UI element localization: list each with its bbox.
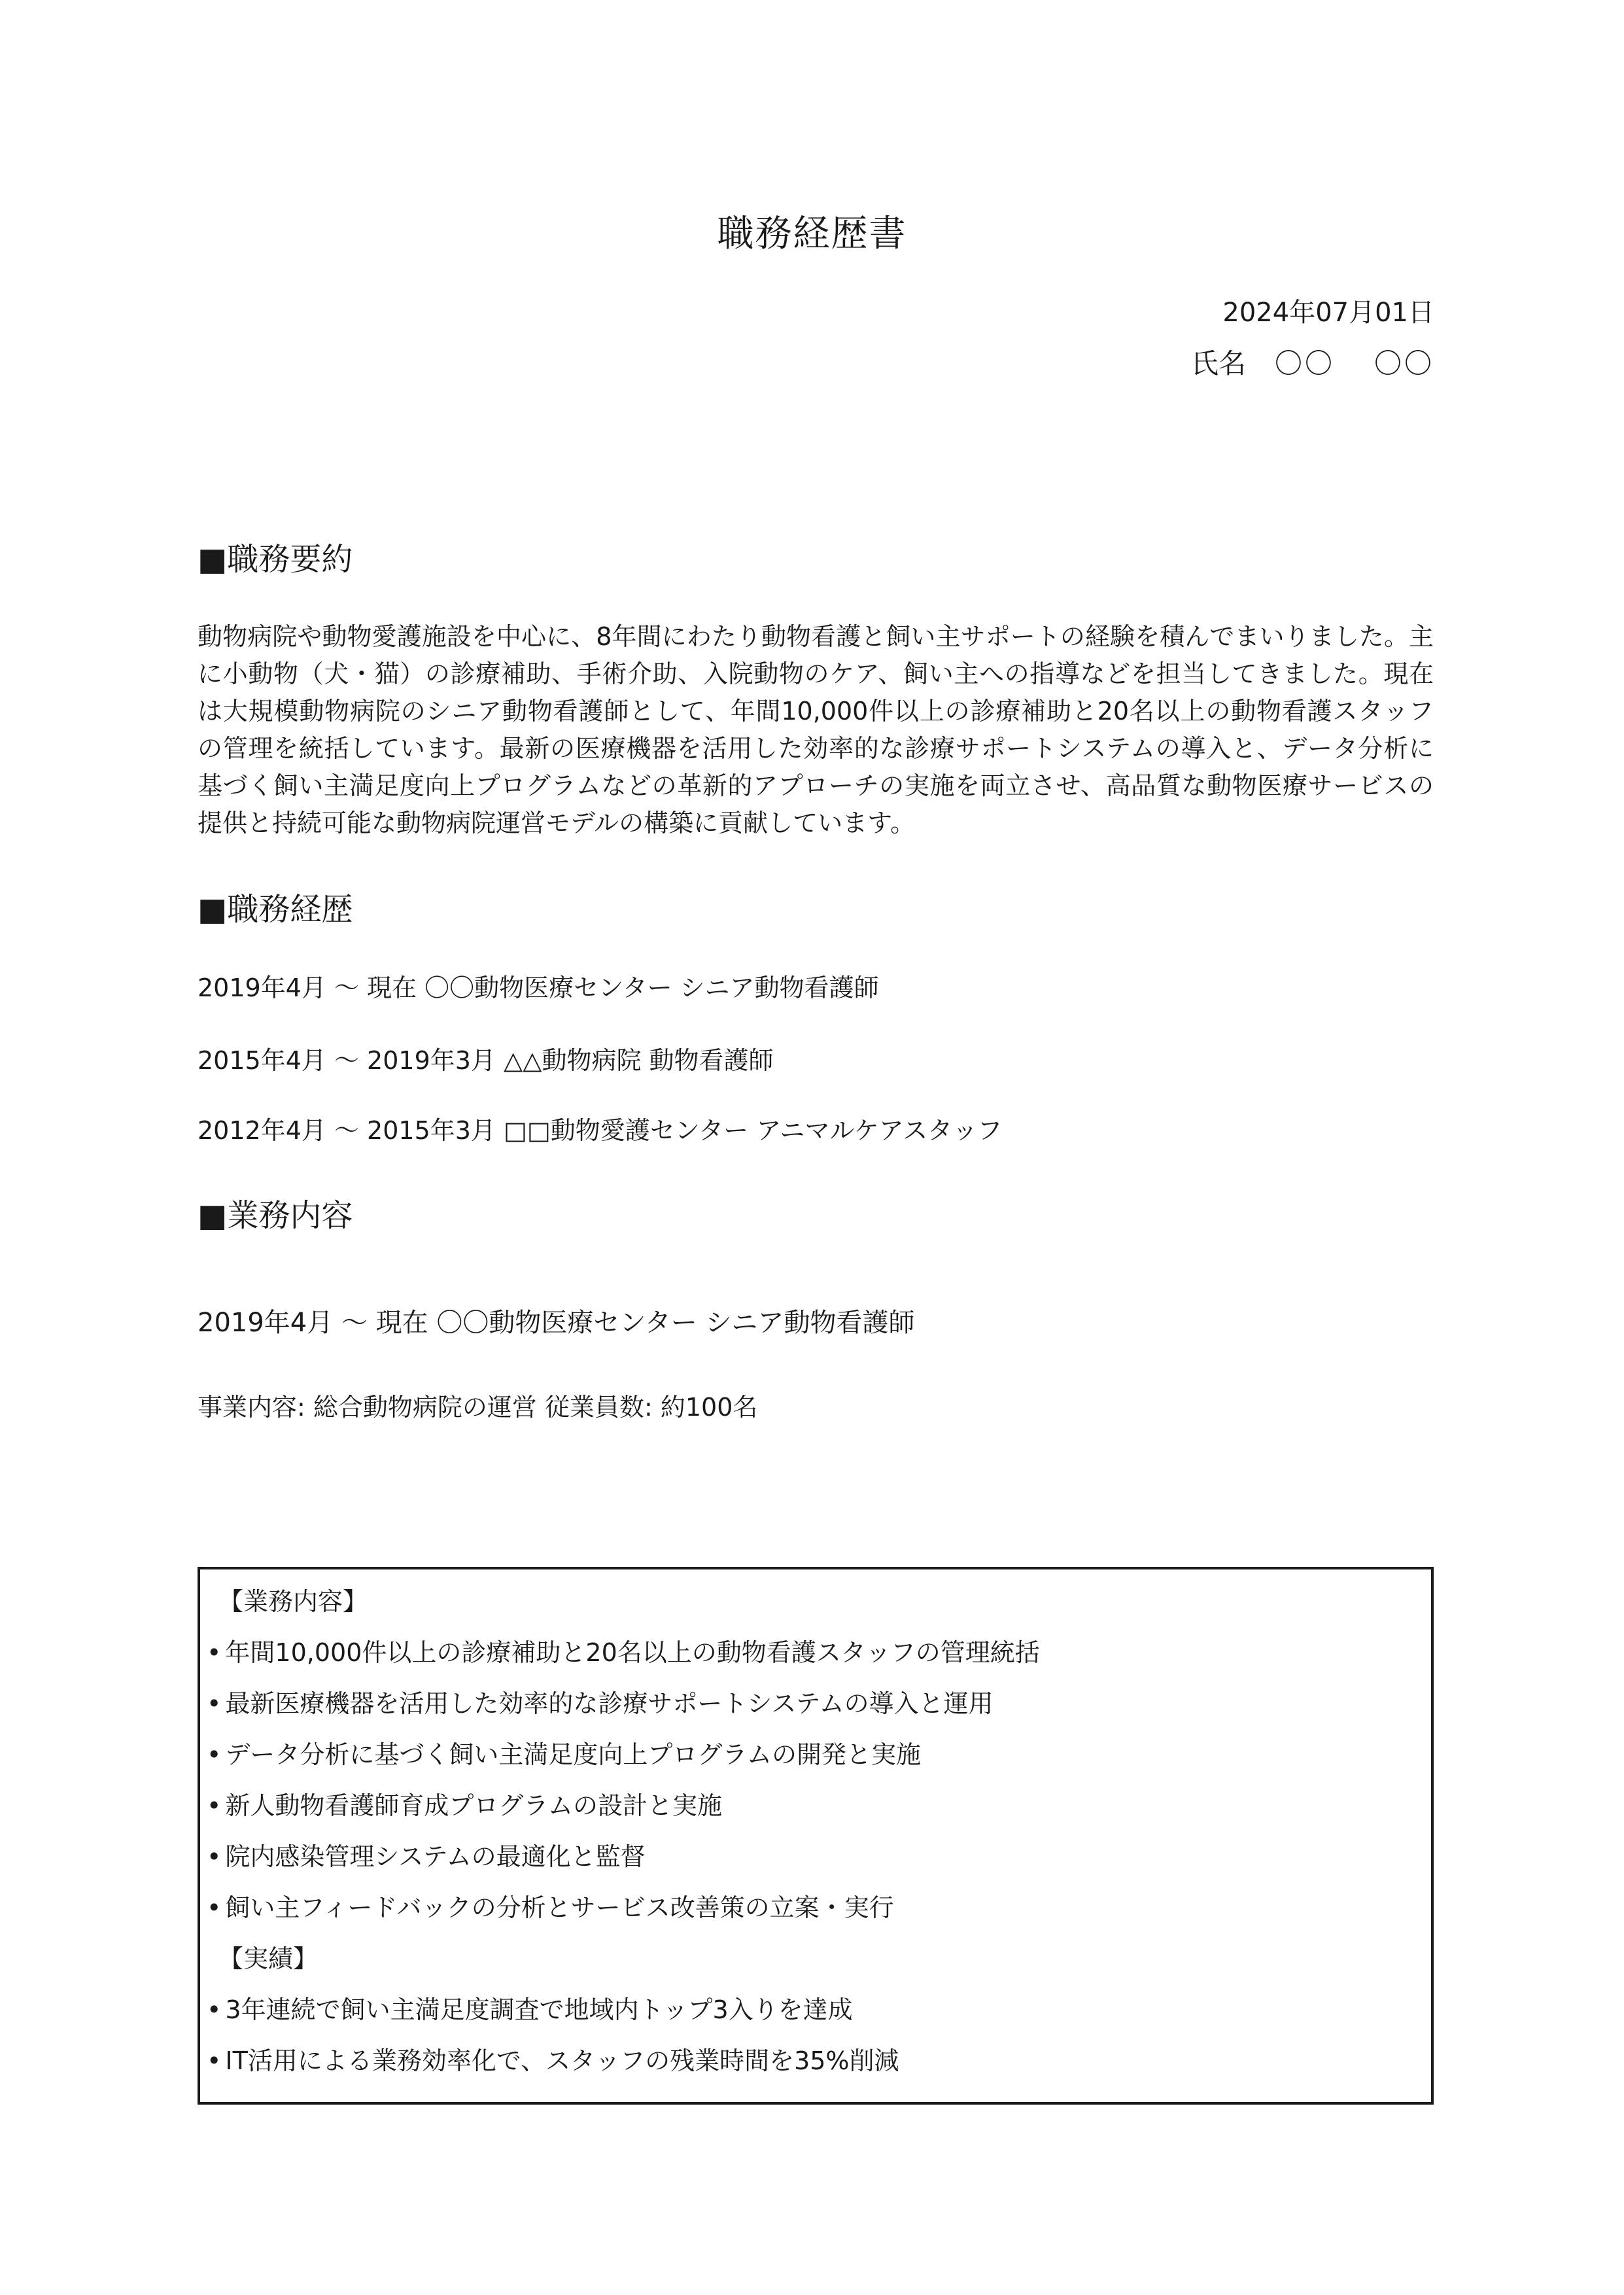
bullet-icon: • [207, 2046, 222, 2075]
result-item [207, 1992, 853, 2027]
duty-item [207, 1890, 894, 1925]
bullet-icon: • [207, 1995, 222, 2024]
history-item: 2019年4月 ～ 現在 〇〇動物医療センター シニア動物看護師 [198, 973, 879, 1002]
duties-box [198, 1567, 1434, 2105]
duty-item-text: 新人動物看護師育成プログラムの設計と実施 [225, 1791, 723, 1820]
duty-item [207, 1839, 646, 1874]
bullet-icon: • [207, 1740, 222, 1769]
bullet-icon: • [207, 1689, 222, 1718]
name-label: 氏名 [1190, 347, 1246, 379]
summary-paragraph: 動物病院や動物愛護施設を中心に、8年間にわたり動物看護と飼い主サポートの経験を積んでまいりました。主に小動物（犬・猫）の診療補助、手術介助、入院動物のケア、飼い主への指導などを担当してきました。現在は大規模動物病院のシニア動物看護師として、年間10,000件以上の診療補助と20名以上の動物看護スタッフの管理を統括しています。最新の医療機器を活用した効率的な診療サポートシステムの導入と、データ分析に基づく飼い主満足度向上プログラムなどの革新的アプローチの実施を両立させ、高品質な動物医療サービスの提供と持続可能な動物病院運営モデルの構築に貢献しています。 [198, 622, 1434, 837]
bullet-icon: • [207, 1638, 222, 1667]
section-heading-history: ■職務経歴 [198, 891, 353, 928]
document-date: 2024年07月01日 [1222, 298, 1434, 328]
duty-item-text: 最新医療機器を活用した効率的な診療サポートシステムの導入と運用 [225, 1689, 993, 1718]
duty-item-text: 飼い主フィードバックの分析とサービス改善策の立案・実行 [225, 1893, 894, 1922]
result-item [207, 2043, 899, 2078]
duty-item [207, 1686, 993, 1721]
name-value-family: 〇〇 [1274, 347, 1335, 379]
duty-item [207, 1635, 1040, 1670]
duty-item-text: データ分析に基づく飼い主満足度向上プログラムの開発と実施 [225, 1740, 922, 1769]
section-heading-summary: ■職務要約 [198, 541, 353, 578]
business-info: 事業内容: 総合動物病院の運営 従業員数: 約100名 [198, 1393, 758, 1422]
bullet-icon: • [207, 1842, 222, 1871]
duty-item-text: 院内感染管理システムの最適化と監督 [225, 1842, 646, 1871]
bullet-icon: • [207, 1893, 222, 1922]
result-item-text: IT活用による業務効率化で、スタッフの残業時間を35%削減 [225, 2046, 899, 2075]
box-duties-heading: 【業務内容】 [218, 1587, 368, 1616]
duty-item-text: 年間10,000件以上の診療補助と20名以上の動物看護スタッフの管理統括 [225, 1638, 1040, 1667]
section-heading-duties: ■業務内容 [198, 1197, 353, 1234]
duty-item [207, 1737, 921, 1772]
duty-item [207, 1788, 722, 1823]
applicant-name-line [1191, 344, 1434, 383]
result-item-text: 3年連続で飼い主満足度調査で地域内トップ3入りを達成 [225, 1995, 853, 2024]
box-results-heading: 【実績】 [218, 1944, 319, 1973]
history-item: 2015年4月 ～ 2019年3月 △△動物病院 動物看護師 [198, 1046, 774, 1075]
document-title: 職務経歴書 [717, 213, 907, 255]
history-item: 2012年4月 ～ 2015年3月 □□動物愛護センター アニマルケアスタッフ [198, 1116, 1003, 1145]
bullet-icon: • [207, 1791, 222, 1820]
current-job-title: 2019年4月 ～ 現在 〇〇動物医療センター シニア動物看護師 [198, 1308, 915, 1338]
name-value-given: 〇〇 [1373, 347, 1434, 379]
